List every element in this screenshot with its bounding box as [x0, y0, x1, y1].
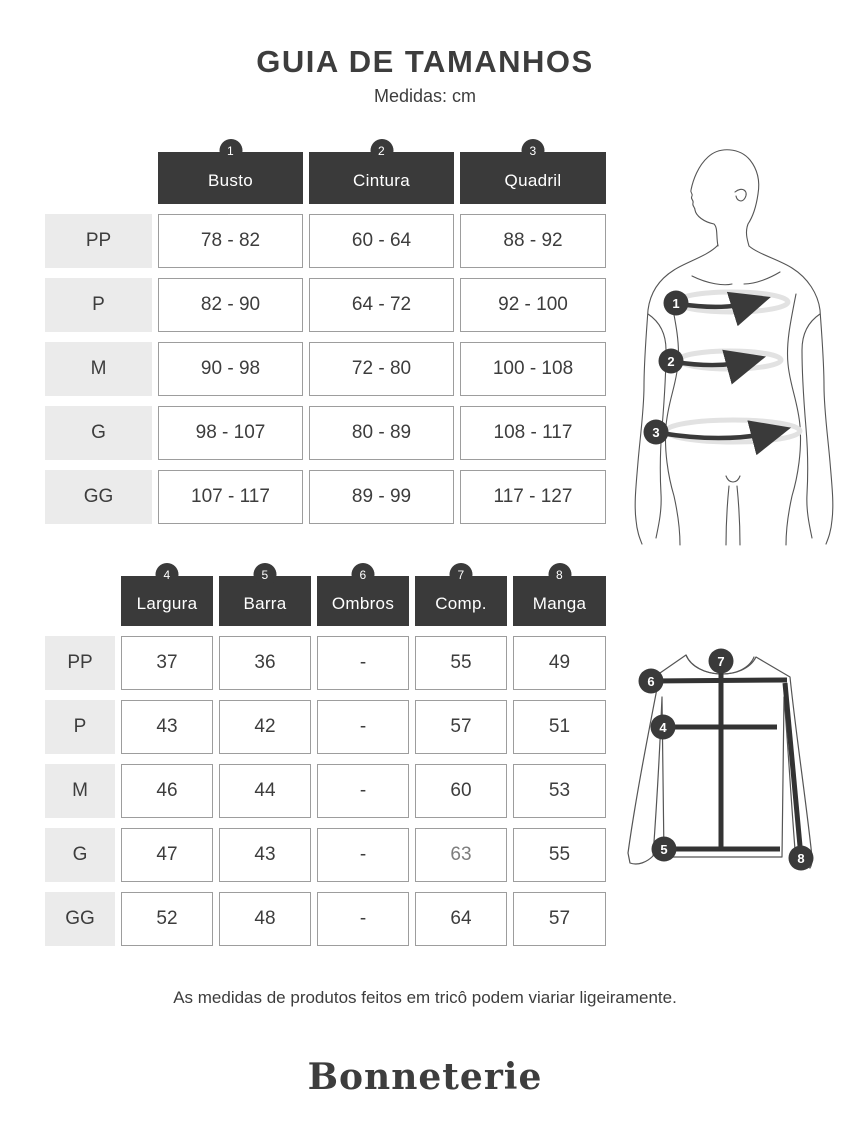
size-label-p: P [45, 700, 115, 754]
cell-comp-g: 63 [415, 828, 507, 882]
collarbone-left [692, 276, 732, 285]
ear-outline [735, 189, 746, 201]
shoulders-marker [639, 669, 664, 694]
size-label-gg: GG [45, 892, 115, 946]
column-header-quadril [460, 143, 606, 204]
cell-busto-p: 82 - 90 [158, 278, 303, 332]
bust-band [676, 292, 788, 312]
size-label-m: M [45, 764, 115, 818]
disclaimer-note: As medidas de produtos feitos em tricô podem viariar ligeiramente. [173, 988, 677, 1007]
size-label-gg: GG [45, 470, 152, 524]
torso-right [786, 294, 801, 545]
cell-largura-pp: 37 [121, 636, 213, 690]
column-header-largura [121, 567, 213, 626]
waist-marker [659, 349, 684, 374]
right-arm-inner [802, 314, 820, 538]
brand-logo: Bonneterie [307, 1056, 543, 1098]
size-label-g: G [45, 406, 152, 460]
column-header-label: Busto [208, 171, 253, 190]
cell-quadril-gg: 117 - 127 [460, 470, 606, 524]
cell-cintura-g: 80 - 89 [309, 406, 454, 460]
hip-marker [644, 420, 669, 445]
svg-text:1: 1 [672, 296, 680, 311]
cell-barra-gg: 48 [219, 892, 311, 946]
column-header-cintura [309, 143, 454, 204]
cell-busto-gg: 107 - 117 [158, 470, 303, 524]
cell-barra-g: 43 [219, 828, 311, 882]
cell-busto-g: 98 - 107 [158, 406, 303, 460]
column-header-ombros [317, 567, 409, 626]
marker-number-badge: 7 [450, 563, 473, 586]
garment-measures-section [45, 562, 606, 946]
bust-marker [664, 291, 689, 316]
column-header-label: Quadril [504, 171, 562, 190]
cell-largura-m: 46 [121, 764, 213, 818]
cell-barra-m: 44 [219, 764, 311, 818]
cell-manga-m: 53 [513, 764, 606, 818]
page-subtitle: Medidas: cm [373, 86, 477, 106]
svg-text:2: 2 [667, 354, 675, 369]
svg-text:7: 7 [717, 654, 725, 669]
cell-manga-g: 55 [513, 828, 606, 882]
cell-ombros-gg: - [317, 892, 409, 946]
column-header-label: Ombros [331, 594, 395, 613]
size-label-m: M [45, 342, 152, 396]
cell-largura-g: 47 [121, 828, 213, 882]
garment-illustration [620, 625, 850, 877]
cell-largura-p: 43 [121, 700, 213, 754]
cell-cintura-m: 72 - 80 [309, 342, 454, 396]
hip-arrow [660, 431, 778, 438]
cell-barra-p: 42 [219, 700, 311, 754]
right-leg-inner [737, 486, 740, 545]
cell-quadril-m: 100 - 108 [460, 342, 606, 396]
cell-cintura-p: 64 - 72 [309, 278, 454, 332]
size-label-p: P [45, 278, 152, 332]
length-marker [709, 649, 734, 674]
garment-measures-table [45, 567, 606, 946]
crotch-line [726, 476, 740, 482]
column-header-label: Manga [532, 594, 587, 613]
svg-text:5: 5 [660, 842, 668, 857]
cell-comp-pp: 55 [415, 636, 507, 690]
cell-manga-gg: 57 [513, 892, 606, 946]
column-header-barra [219, 567, 311, 626]
cell-largura-gg: 52 [121, 892, 213, 946]
marker-number-badge: 6 [352, 563, 375, 586]
cell-comp-m: 60 [415, 764, 507, 818]
width-marker [651, 715, 676, 740]
table-corner-spacer [45, 152, 152, 204]
bust-arrow [680, 301, 758, 307]
cell-ombros-pp: - [317, 636, 409, 690]
cell-manga-pp: 49 [513, 636, 606, 690]
cell-cintura-pp: 60 - 64 [309, 214, 454, 268]
column-header-label: Comp. [435, 594, 487, 613]
marker-number-badge: 8 [548, 563, 571, 586]
column-header-label: Cintura [353, 171, 410, 190]
cell-comp-gg: 64 [415, 892, 507, 946]
marker-number-badge: 1 [219, 139, 242, 162]
collarbone-right [744, 272, 780, 284]
cell-quadril-g: 108 - 117 [460, 406, 606, 460]
cell-ombros-g: - [317, 828, 409, 882]
size-label-pp: PP [45, 214, 152, 268]
column-header-comp [415, 567, 507, 626]
body-measures-table [45, 143, 606, 524]
svg-text:8: 8 [797, 851, 805, 866]
column-header-label: Largura [136, 594, 198, 613]
marker-number-badge: 5 [254, 563, 277, 586]
left-arm-outline [635, 245, 718, 544]
waist-arrow [675, 360, 753, 365]
head-outline [691, 150, 759, 246]
marker-number-badge: 4 [156, 563, 179, 586]
column-header-manga [513, 567, 606, 626]
size-label-g: G [45, 828, 115, 882]
svg-text:4: 4 [659, 720, 667, 735]
cell-barra-pp: 36 [219, 636, 311, 690]
svg-text:6: 6 [647, 674, 655, 689]
cell-cintura-gg: 89 - 99 [309, 470, 454, 524]
body-figure-svg [628, 138, 843, 546]
table-corner-spacer [45, 576, 115, 626]
page-title: GUIA DE TAMANHOS [256, 44, 594, 79]
cell-busto-m: 90 - 98 [158, 342, 303, 396]
cell-quadril-p: 92 - 100 [460, 278, 606, 332]
hem-marker [652, 837, 677, 862]
body-illustration [628, 138, 843, 546]
cell-ombros-p: - [317, 700, 409, 754]
garment-figure-svg [620, 625, 850, 877]
sleeve-marker [789, 846, 814, 871]
left-leg-inner [726, 486, 729, 545]
cell-ombros-m: - [317, 764, 409, 818]
svg-text:3: 3 [652, 425, 660, 440]
column-header-busto [158, 143, 303, 204]
cell-busto-pp: 78 - 82 [158, 214, 303, 268]
size-label-pp: PP [45, 636, 115, 690]
marker-number-badge: 2 [370, 139, 393, 162]
cell-comp-p: 57 [415, 700, 507, 754]
cell-quadril-pp: 88 - 92 [460, 214, 606, 268]
marker-number-badge: 3 [522, 139, 545, 162]
column-header-label: Barra [243, 594, 287, 613]
torso-left [665, 294, 680, 545]
body-measures-section [45, 138, 606, 524]
cell-manga-p: 51 [513, 700, 606, 754]
